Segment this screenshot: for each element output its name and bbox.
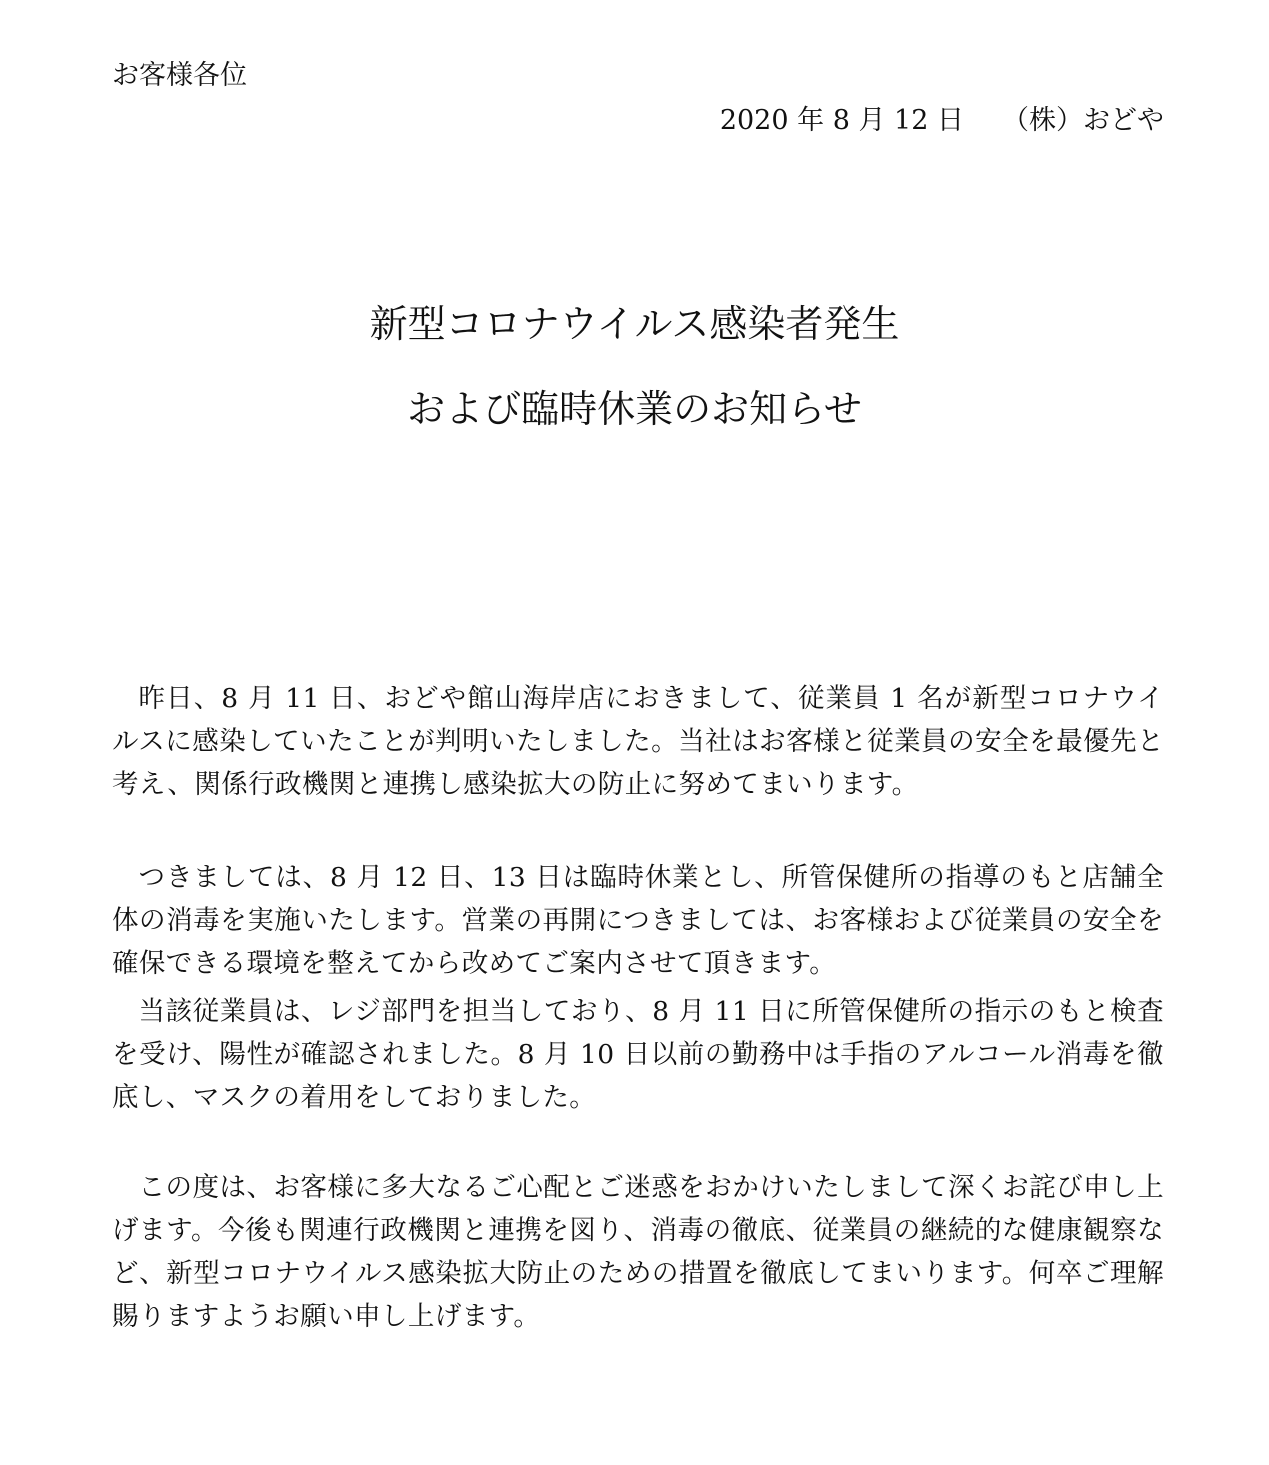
body-paragraph: つきましては、8 月 12 日、13 日は臨時休業とし、所管保健所の指導のもと店舗全体の消毒を実施いたします。営業の再開につきましては、お客様および従業員の安全を確保できる環境を整えてから改めてご案内させて頂きます。 — [112, 862, 1164, 979]
notice-title-line-2: および臨時休業のお知らせ — [407, 387, 862, 431]
notice-title-line-1: 新型コロナウイルス感染者発生 — [369, 302, 900, 346]
notice-date: 2020 年 8 月 12 日 — [719, 105, 964, 136]
addressee: お客様各位 — [112, 60, 247, 91]
body-paragraph: 昨日、8 月 11 日、おどや館山海岸店におきまして、従業員 1 名が新型コロナウイルスに感染していたことが判明いたしました。当社はお客様と従業員の安全を最優先と考え、関係行政機関と連携し感染拡大の防止に努めてまいります。 — [112, 683, 1164, 800]
date-company-line — [720, 101, 1164, 141]
company-name: （株）おどや — [1002, 105, 1164, 136]
body-paragraph: この度は、お客様に多大なるご心配とご迷惑をおかけいたしまして深くお詫び申し上げます。今後も関連行政機関と連携を図り、消毒の徹底、従業員の継続的な健康観察など、新型コロナウイルス感染拡大防止のための措置を徹底してまいります。何卒ご理解賜りますようお願い申し上げます。 — [112, 1172, 1164, 1332]
body-paragraph: 当該従業員は、レジ部門を担当しており、8 月 11 日に所管保健所の指示のもと検査を受け、陽性が確認されました。8 月 10 日以前の勤務中は手指のアルコール消毒を徹底し、マスクの着用をしておりました。 — [112, 996, 1164, 1113]
